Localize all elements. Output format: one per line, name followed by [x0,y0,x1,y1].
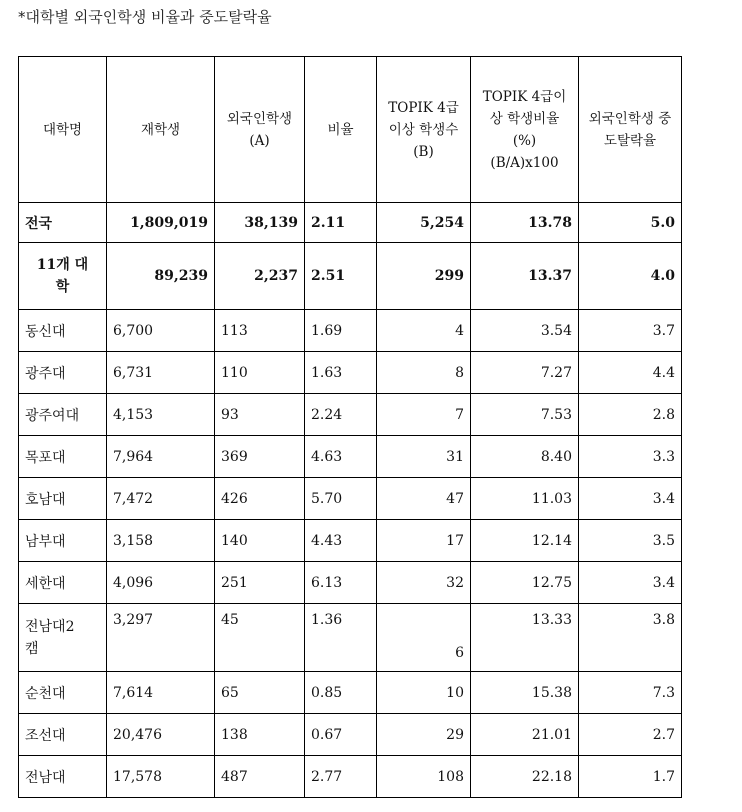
cell-topik-count: 108 [377,756,471,798]
cell-topik-count: 10 [377,672,471,714]
cell-topik-ratio: 13.78 [471,203,579,243]
cell-university: 동신대 [19,310,107,352]
university-table [18,56,682,798]
cell-topik-ratio: 12.14 [471,520,579,562]
header-ratio: 비율 [305,57,377,203]
cell-foreign: 110 [215,352,305,394]
cell-university: 11개 대학 [19,243,107,310]
cell-ratio: 1.63 [305,352,377,394]
cell-foreign: 2,237 [215,243,305,310]
cell-enrolled: 1,809,019 [107,203,215,243]
cell-dropout-rate: 5.0 [579,203,682,243]
cell-enrolled: 7,614 [107,672,215,714]
table-row [19,436,682,478]
table-row [19,478,682,520]
cell-university: 전남대2캠 [19,604,107,672]
cell-topik-ratio: 21.01 [471,714,579,756]
cell-enrolled: 17,578 [107,756,215,798]
cell-ratio: 0.85 [305,672,377,714]
cell-enrolled: 6,731 [107,352,215,394]
cell-dropout-rate: 3.5 [579,520,682,562]
cell-enrolled: 20,476 [107,714,215,756]
cell-dropout-rate: 3.4 [579,562,682,604]
table-row [19,562,682,604]
cell-topik-count: 32 [377,562,471,604]
cell-topik-count: 4 [377,310,471,352]
cell-topik-count: 47 [377,478,471,520]
cell-dropout-rate: 3.8 [579,604,682,672]
table-row [19,352,682,394]
cell-university: 호남대 [19,478,107,520]
header-topik-ratio: TOPIK 4급이상 학생비율 (%) (B/A)x100 [471,57,579,203]
cell-topik-ratio: 13.37 [471,243,579,310]
cell-university: 순천대 [19,672,107,714]
cell-dropout-rate: 3.4 [579,478,682,520]
cell-university: 광주여대 [19,394,107,436]
header-topik-count: TOPIK 4급이상 학생수 (B) [377,57,471,203]
cell-ratio: 6.13 [305,562,377,604]
cell-enrolled: 7,964 [107,436,215,478]
header-row [19,57,682,203]
cell-dropout-rate: 2.7 [579,714,682,756]
cell-topik-count: 5,254 [377,203,471,243]
cell-dropout-rate: 3.7 [579,310,682,352]
header-enrolled: 재학생 [107,57,215,203]
table-row [19,756,682,798]
cell-topik-count: 7 [377,394,471,436]
cell-dropout-rate: 4.4 [579,352,682,394]
cell-enrolled: 6,700 [107,310,215,352]
header-foreign-students: 외국인학생(A) [215,57,305,203]
cell-topik-ratio: 3.54 [471,310,579,352]
cell-university: 세한대 [19,562,107,604]
table-row [19,520,682,562]
cell-enrolled: 3,158 [107,520,215,562]
cell-topik-count: 29 [377,714,471,756]
cell-topik-ratio: 11.03 [471,478,579,520]
cell-foreign: 487 [215,756,305,798]
cell-ratio: 4.63 [305,436,377,478]
cell-foreign: 38,139 [215,203,305,243]
cell-university: 목포대 [19,436,107,478]
cell-enrolled: 7,472 [107,478,215,520]
cell-topik-ratio: 15.38 [471,672,579,714]
cell-topik-count: 31 [377,436,471,478]
cell-foreign: 45 [215,604,305,672]
cell-ratio: 2.11 [305,203,377,243]
cell-university: 전국 [19,203,107,243]
cell-topik-ratio: 22.18 [471,756,579,798]
cell-university: 남부대 [19,520,107,562]
cell-foreign: 251 [215,562,305,604]
cell-dropout-rate: 3.3 [579,436,682,478]
cell-ratio: 2.51 [305,243,377,310]
cell-university: 조선대 [19,714,107,756]
cell-topik-ratio: 12.75 [471,562,579,604]
cell-enrolled: 4,153 [107,394,215,436]
cell-ratio: 2.24 [305,394,377,436]
cell-foreign: 140 [215,520,305,562]
cell-ratio: 2.77 [305,756,377,798]
summary-row [19,203,682,243]
cell-ratio: 1.36 [305,604,377,672]
cell-foreign: 113 [215,310,305,352]
cell-enrolled: 3,297 [107,604,215,672]
table-row [19,310,682,352]
cell-enrolled: 89,239 [107,243,215,310]
cell-topik-ratio: 8.40 [471,436,579,478]
cell-foreign: 369 [215,436,305,478]
summary-row [19,243,682,310]
cell-ratio: 0.67 [305,714,377,756]
cell-ratio: 4.43 [305,520,377,562]
cell-topik-ratio: 7.27 [471,352,579,394]
cell-ratio: 5.70 [305,478,377,520]
cell-topik-ratio: 7.53 [471,394,579,436]
table-row [19,672,682,714]
cell-university: 전남대 [19,756,107,798]
cell-dropout-rate: 7.3 [579,672,682,714]
cell-topik-ratio: 13.33 [471,604,579,672]
table-row [19,604,682,672]
cell-ratio: 1.69 [305,310,377,352]
table-caption: *대학별 외국인학생 비율과 중도탈락율 [18,8,272,26]
cell-topik-count: 17 [377,520,471,562]
cell-foreign: 65 [215,672,305,714]
cell-foreign: 93 [215,394,305,436]
cell-enrolled: 4,096 [107,562,215,604]
cell-university: 광주대 [19,352,107,394]
cell-foreign: 138 [215,714,305,756]
cell-foreign: 426 [215,478,305,520]
cell-dropout-rate: 2.8 [579,394,682,436]
cell-topik-count: 299 [377,243,471,310]
table-row [19,714,682,756]
cell-dropout-rate: 1.7 [579,756,682,798]
header-university: 대학명 [19,57,107,203]
cell-dropout-rate: 4.0 [579,243,682,310]
cell-topik-count: 6 [377,604,471,672]
cell-topik-count: 8 [377,352,471,394]
table-row [19,394,682,436]
header-dropout-rate: 외국인학생 중도탈락율 [579,57,682,203]
